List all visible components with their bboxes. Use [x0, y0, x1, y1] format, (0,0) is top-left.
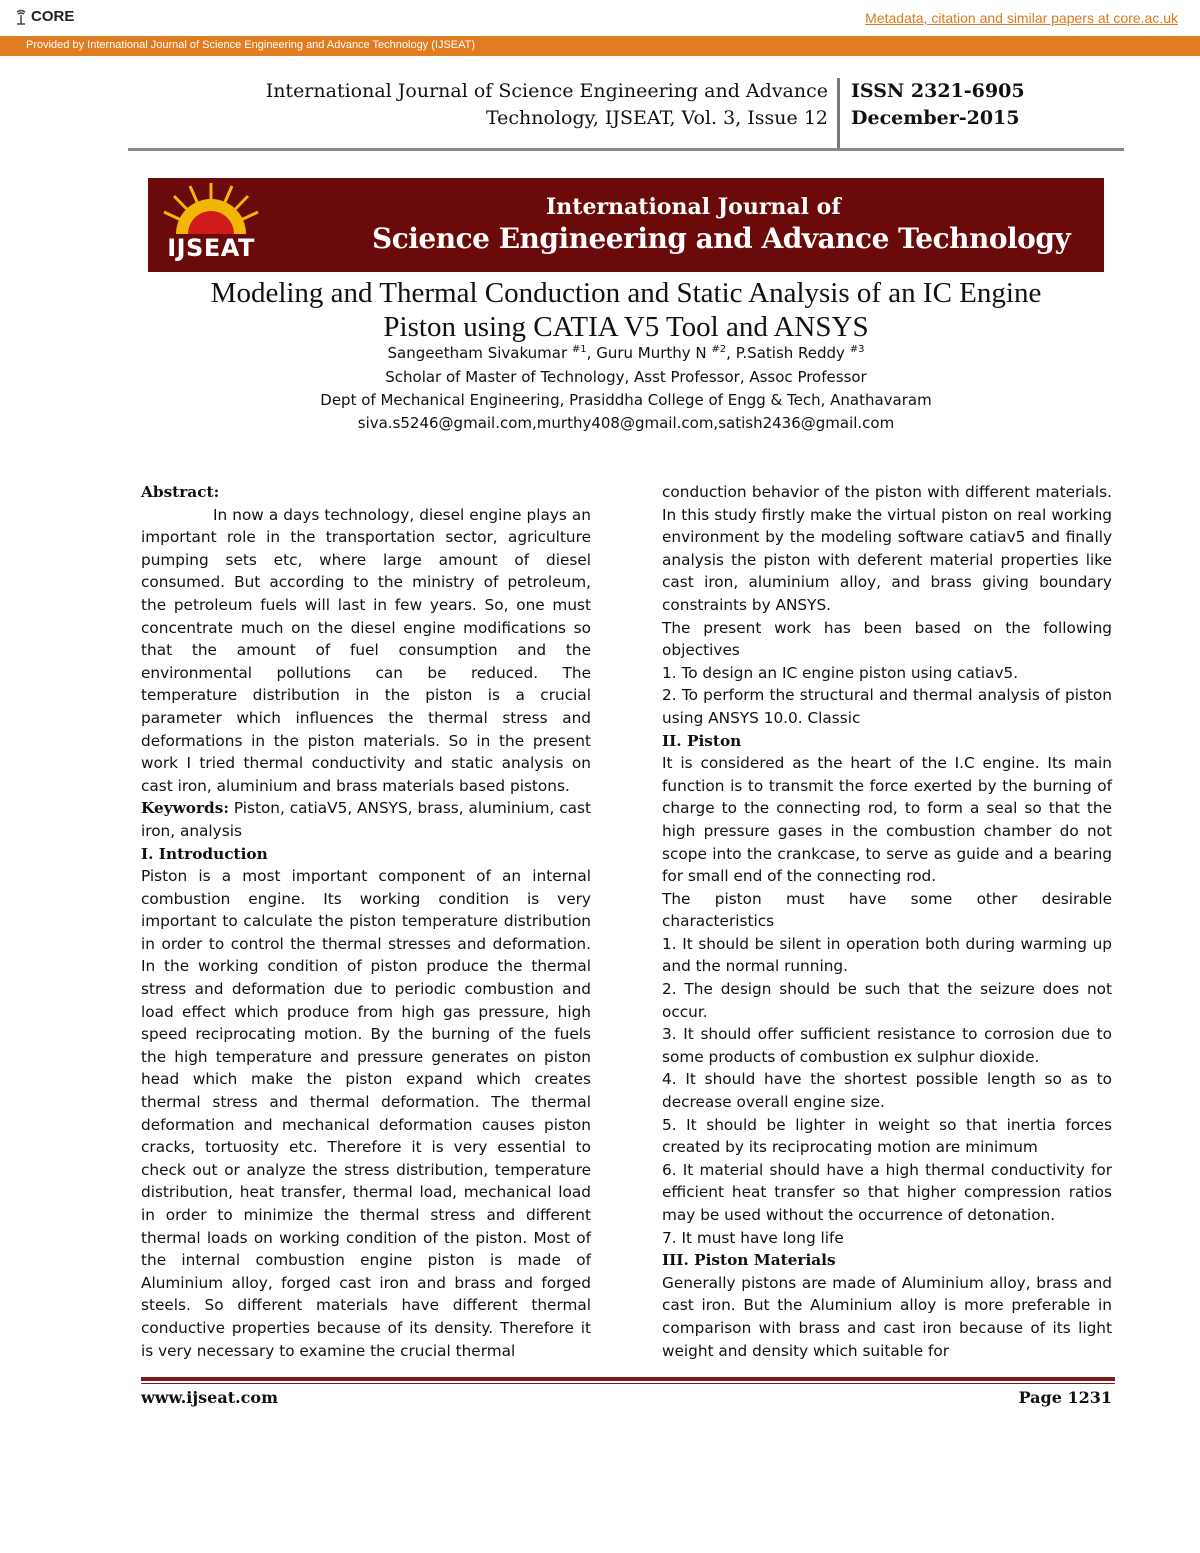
footer-website[interactable]: www.ijseat.com: [141, 1388, 279, 1407]
objective-1: 1. To design an IC engine piston using catiav5.: [662, 663, 1019, 682]
author-2: , Guru Murthy N: [586, 344, 712, 362]
author-1-mark: #1: [571, 344, 587, 355]
materials-heading: III. Piston Materials: [662, 1251, 836, 1270]
core-icon: [14, 9, 28, 25]
header-rule: [128, 148, 1124, 151]
provided-by-bar: [0, 36, 1200, 56]
journal-header: [128, 78, 1124, 150]
intro-heading: I. Introduction: [141, 844, 268, 863]
footer-rule: [141, 1377, 1115, 1381]
characteristic-2: 2. The design should be such that the seizure does not occur.: [662, 980, 1112, 1021]
author-2-mark: #2: [711, 344, 727, 355]
core-header: [0, 0, 1200, 36]
characteristic-7: 7. It must have long life: [662, 1228, 844, 1247]
paper-authors: [100, 344, 1152, 362]
banner-logo-text: IJSEAT: [167, 234, 255, 262]
core-logo[interactable]: [14, 8, 74, 25]
footer-rule-thin: [141, 1383, 1115, 1384]
objective-2: 2. To perform the structural and thermal analysis of piston using ANSYS 10.0. Classic: [662, 686, 1112, 727]
paper-emails[interactable]: siva.s5246@gmail.com,murthy408@gmail.com,satish2436@gmail.com: [357, 414, 895, 432]
left-column: [141, 481, 591, 1362]
journal-issn: ISSN 2321-6905: [851, 80, 1025, 102]
paper-title-line2: Piston using CATIA V5 Tool and ANSYS: [383, 311, 869, 343]
keywords-label: Keywords:: [141, 799, 229, 818]
core-metadata-link[interactable]: Metadata, citation and similar papers at core.ac.uk: [865, 10, 1178, 26]
intro-text: Piston is a most important component of an internal combustion engine. Its working condition is very important to calculate the piston temperature distribution in order to control the thermal stresses and deformation. In the working condition of piston produce the thermal stress and deformation due to periodic combustion and load effect which produce from high gas pressure, high speed reciprocating motion. By the burning of the fuels the high temperature and pressure generates on piston head which make the piston expand which creates thermal stress and thermal deformation. The thermal deformation and mechanical deformation causes piston cracks, tortuosity etc. Therefore it is very essential to check out or analyze the stress distribution, temperature distribution, heat transfer, thermal load, mechanical load in order to minimize the thermal stress and different thermal loads on working condition of the piston. Most of the internal combustion engine piston is made of Aluminium alloy, forged cast iron and brass and forged steels. So different materials have different thermal conductive properties because of its density. Therefore it is very necessary to examine the crucial thermal: [141, 867, 591, 1360]
paper-roles: Scholar of Master of Technology, Asst Professor, Assoc Professor: [385, 368, 867, 386]
piston-text: It is considered as the heart of the I.C engine. Its main function is to transmit the force exerted by the burning of charge to the connecting rod, to form a seal so that the high pressure gases in the combustion chamber do not scope into the crankcase, to serve as guide and a bearing for small end of the connecting rod.: [662, 754, 1112, 886]
journal-issn-block: [851, 78, 1025, 132]
characteristic-1: 1. It should be silent in operation both during warming up and the normal running.: [662, 934, 1112, 976]
banner-title-line2: Science Engineering and Advance Technology: [372, 222, 1071, 255]
journal-date: December-2015: [851, 107, 1020, 129]
banner-title-line1: International Journal of: [546, 194, 841, 220]
objectives-intro: The present work has been based on the following objectives: [662, 618, 1112, 660]
right-column: [662, 481, 1112, 1362]
paper-title-line1: Modeling and Thermal Conduction and Static Analysis of an IC Engine: [210, 277, 1042, 309]
paper-affiliation: Dept of Mechanical Engineering, Prasiddha College of Engg & Tech, Anathavaram: [320, 391, 932, 409]
piston-heading: II. Piston: [662, 731, 742, 750]
core-logo-text: CORE: [31, 8, 75, 25]
characteristic-4: 4. It should have the shortest possible length so as to decrease overall engine size.: [662, 1070, 1112, 1112]
keywords-text: Piston, catiaV5, ANSYS, brass, aluminium, cast iron, analysis: [141, 799, 591, 840]
conduction-paragraph: conduction behavior of the piston with different materials. In this study firstly make the virtual piston on real working environment by the modeling software catiav5 and finally analysis the piston with deferent material properties like cast iron, aluminium alloy, and brass giving boundary constraints by ANSYS.: [662, 483, 1112, 614]
footer-page-number: Page 1231: [1018, 1388, 1112, 1407]
author-3: , P.Satish Reddy: [726, 344, 850, 362]
keywords-paragraph: [141, 797, 591, 842]
characteristic-5: 5. It should be lighter in weight so that inertia forces created by its reciprocating motion are minimum: [662, 1115, 1112, 1157]
author-1: Sangeetham Sivakumar: [387, 344, 572, 362]
paper-title: [100, 276, 1152, 344]
provided-by-text: Provided by International Journal of Science Engineering and Advance Technology (IJSEAT): [26, 39, 476, 51]
header-divider: [837, 78, 840, 148]
abstract-text: In now a days technology, diesel engine plays an important role in the transportation sector, agriculture pumping sets etc, where large amount of diesel consumed. But according to the ministry of petroleum, the petroleum fuels will last in few years. So, one must concentrate much on the diesel engine modifications so that the amount of fuel consumption and the environmental pollutions can be reduced. The temperature distribution in the piston is a crucial parameter which influences the thermal stress and deformations in the piston materials. So in the present work I tried thermal conductivity and static analysis on cast iron, aluminium and brass materials based pistons.: [141, 505, 591, 795]
journal-banner: [148, 178, 1104, 272]
journal-name: [266, 78, 828, 132]
characteristic-6: 6. It material should have a high thermal conductivity for efficient heat transfer so that higher compression ratios may be used without the occurrence of detonation.: [662, 1160, 1112, 1224]
journal-name-line2: Technology, IJSEAT, Vol. 3, Issue 12: [485, 107, 828, 129]
abstract-heading: Abstract:: [141, 483, 220, 501]
journal-name-line1: International Journal of Science Engineering and Advance: [265, 80, 828, 102]
materials-text: Generally pistons are made of Aluminium alloy, brass and cast iron. But the Aluminium alloy is more preferable in comparison with brass and cast iron because of its light weight and density which suitable for: [662, 1273, 1112, 1360]
author-3-mark: #3: [849, 344, 865, 355]
characteristic-3: 3. It should offer sufficient resistance to corrosion due to some products of combustion ex sulphur dioxide.: [662, 1025, 1112, 1066]
characteristics-intro: The piston must have some other desirable characteristics: [662, 889, 1112, 931]
